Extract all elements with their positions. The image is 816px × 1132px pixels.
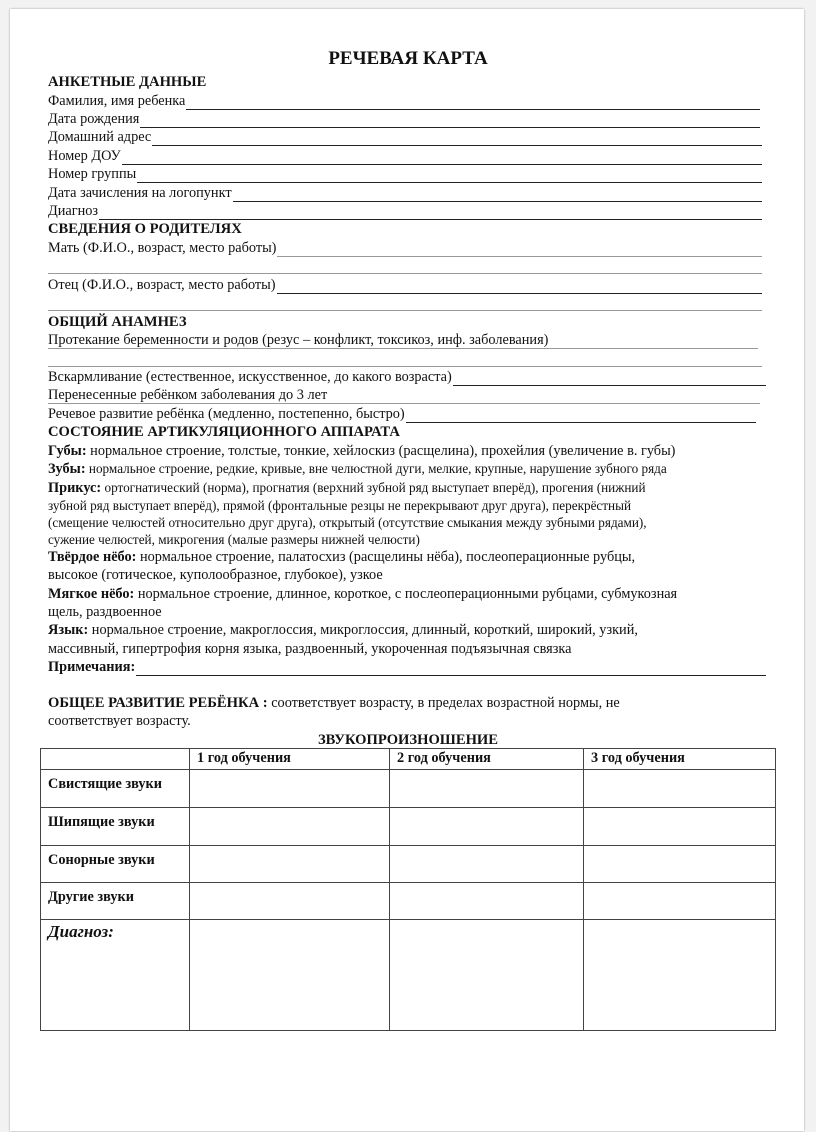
fill-line[interactable] xyxy=(233,187,762,202)
section-heading-parents: СВЕДЕНИЯ О РОДИТЕЛЯХ xyxy=(48,221,242,237)
page-title: РЕЧЕВАЯ КАРТА xyxy=(328,48,488,69)
table-cell[interactable] xyxy=(390,883,584,920)
row-label: Свистящие звуки xyxy=(41,770,190,808)
hard-palate-line xyxy=(48,548,635,566)
table-cell[interactable] xyxy=(390,770,584,808)
field-home-address[interactable] xyxy=(48,128,762,146)
field-label: Номер ДОУ xyxy=(48,148,121,164)
field-label: Дата зачисления на логопункт xyxy=(48,185,232,201)
field-dou-number[interactable] xyxy=(48,147,762,165)
table-row xyxy=(41,808,776,846)
fill-line[interactable] xyxy=(48,273,762,274)
teeth-label: Зубы: xyxy=(48,461,86,477)
field-group-number[interactable] xyxy=(48,165,762,183)
field-enrollment-date[interactable] xyxy=(48,184,762,202)
field-label: Номер группы xyxy=(48,166,137,182)
development-label: ОБЩЕЕ РАЗВИТИЕ РЕБЁНКА : xyxy=(48,695,268,711)
bite-line xyxy=(48,479,646,497)
field-feeding[interactable] xyxy=(48,368,766,386)
table-cell[interactable] xyxy=(190,846,390,883)
table-row xyxy=(41,770,776,808)
fill-line[interactable] xyxy=(140,113,760,128)
row-label: Другие звуки xyxy=(41,883,190,920)
table-cell[interactable] xyxy=(190,770,390,808)
table-cell[interactable] xyxy=(390,846,584,883)
field-label: Вскармливание (естественное, искусственное, до какого возраста) xyxy=(48,369,452,385)
field-mother[interactable] xyxy=(48,239,762,257)
table-cell[interactable] xyxy=(584,770,776,808)
field-diagnosis[interactable] xyxy=(48,202,762,220)
lips-text: нормальное строение, толстые, тонкие, хейлоскиз (расщелина), прохейлия (увеличение в. губы) xyxy=(86,443,676,459)
table-cell[interactable] xyxy=(584,920,776,1031)
fill-line[interactable] xyxy=(186,95,760,110)
fill-line[interactable] xyxy=(136,661,766,676)
table-cell[interactable] xyxy=(584,808,776,846)
tongue-label: Язык: xyxy=(48,622,89,638)
notes-label: Примечания: xyxy=(48,659,136,675)
development-text: соответствует возрасту, в пределах возрастной нормы, не xyxy=(267,695,620,711)
row-label: Сонорные звуки xyxy=(41,846,190,883)
soft-palate-label: Мягкое нёбо: xyxy=(48,586,135,602)
field-label: Мать (Ф.И.О., возраст, место работы) xyxy=(48,240,277,256)
teeth-text: нормальное строение, редкие, кривые, вне челюстной дуги, мелкие, крупные, нарушение зубного ряда xyxy=(85,461,667,476)
field-label: Дата рождения xyxy=(48,111,140,127)
field-child-name[interactable] xyxy=(48,92,760,110)
column-header: 3 год обучения xyxy=(584,749,776,770)
sounds-table xyxy=(40,748,776,1031)
bite-text: ортогнатический (норма), прогнатия (верхний зубной ряд выступает вперёд), прогения (нижний xyxy=(101,480,646,495)
table-row xyxy=(41,846,776,883)
tongue-text-cont: массивный, гипертрофия корня языка, раздвоенный, укороченная подъязычная связка xyxy=(48,641,572,657)
fill-line[interactable] xyxy=(453,371,766,386)
field-label: Отец (Ф.И.О., возраст, место работы) xyxy=(48,277,276,293)
tongue-line xyxy=(48,621,638,639)
hard-palate-label: Твёрдое нёбо: xyxy=(48,549,137,565)
table-cell[interactable] xyxy=(190,920,390,1031)
field-notes[interactable] xyxy=(48,658,766,676)
table-cell[interactable] xyxy=(190,808,390,846)
field-father[interactable] xyxy=(48,276,762,294)
table-cell[interactable] xyxy=(390,920,584,1031)
bite-text-cont: сужение челюстей, микрогения (малые размеры нижней челюсти) xyxy=(48,532,420,547)
fill-line[interactable] xyxy=(277,279,762,294)
section-heading-anamnesis: ОБЩИЙ АНАМНЕЗ xyxy=(48,314,187,330)
table-cell[interactable] xyxy=(190,883,390,920)
field-birth-date[interactable] xyxy=(48,110,760,128)
fill-line[interactable] xyxy=(152,131,762,146)
fill-line[interactable] xyxy=(48,310,762,311)
lips-line xyxy=(48,442,675,460)
fill-line[interactable] xyxy=(406,408,756,423)
sounds-heading: ЗВУКОПРОИЗНОШЕНИЕ xyxy=(317,732,499,748)
section-heading-articulation: СОСТОЯНИЕ АРТИКУЛЯЦИОННОГО АППАРАТА xyxy=(48,424,400,440)
soft-palate-text: нормальное строение, длинное, короткое, с послеоперационными рубцами, субмукозная xyxy=(134,586,678,602)
fill-line[interactable] xyxy=(48,366,762,367)
tongue-text: нормальное строение, макроглоссия, микроглоссия, длинный, короткий, широкий, узкий, xyxy=(88,622,638,638)
table-cell[interactable] xyxy=(390,808,584,846)
field-label: Фамилия, имя ребенка xyxy=(48,93,186,109)
field-label: Домашний адрес xyxy=(48,129,152,145)
pregnancy-label: Протекание беременности и родов (резус – конфликт, токсикоз, инф. заболевания) xyxy=(48,332,549,348)
field-label: Речевое развитие ребёнка (медленно, постепенно, быстро) xyxy=(48,406,405,422)
illnesses-label: Перенесенные ребёнком заболевания до 3 лет xyxy=(48,387,328,403)
table-header-row xyxy=(41,749,776,770)
table-row xyxy=(41,883,776,920)
field-label: Диагноз xyxy=(48,203,99,219)
soft-palate-text-cont: щель, раздвоенное xyxy=(48,604,162,620)
teeth-line xyxy=(48,460,667,478)
hard-palate-text: нормальное строение, палатосхиз (расщелины нёба), послеоперационные рубцы, xyxy=(136,549,636,565)
lips-label: Губы: xyxy=(48,443,87,459)
section-heading-anketa: АНКЕТНЫЕ ДАННЫЕ xyxy=(48,74,207,90)
development-text-cont: соответствует возрасту. xyxy=(48,713,191,729)
soft-palate-line xyxy=(48,585,677,603)
bite-label: Прикус: xyxy=(48,480,102,496)
table-cell[interactable] xyxy=(584,846,776,883)
fill-line[interactable] xyxy=(122,150,762,165)
field-speech-development[interactable] xyxy=(48,405,756,423)
column-header: 1 год обучения xyxy=(190,749,390,770)
column-header xyxy=(41,749,190,770)
hard-palate-text-cont: высокое (готическое, куполообразное, глубокое), узкое xyxy=(48,567,383,583)
table-cell[interactable] xyxy=(584,883,776,920)
fill-line[interactable] xyxy=(48,348,758,349)
fill-line[interactable] xyxy=(277,242,762,257)
column-header: 2 год обучения xyxy=(390,749,584,770)
diagnosis-label: Диагноз: xyxy=(41,920,190,1031)
fill-line[interactable] xyxy=(48,403,760,404)
fill-line[interactable] xyxy=(137,168,762,183)
fill-line[interactable] xyxy=(99,205,762,220)
bite-text-cont: (смещение челюстей относительно друг друга), открытый (отсутствие смыкания между зубными рядами), xyxy=(48,515,647,530)
table-row-diagnosis xyxy=(41,920,776,1031)
bite-text-cont: зубной ряд выступает вперёд), прямой (фронтальные резцы не перекрывают друг друга), перекрёстный xyxy=(48,498,632,513)
row-label: Шипящие звуки xyxy=(41,808,190,846)
development-line xyxy=(48,694,620,712)
